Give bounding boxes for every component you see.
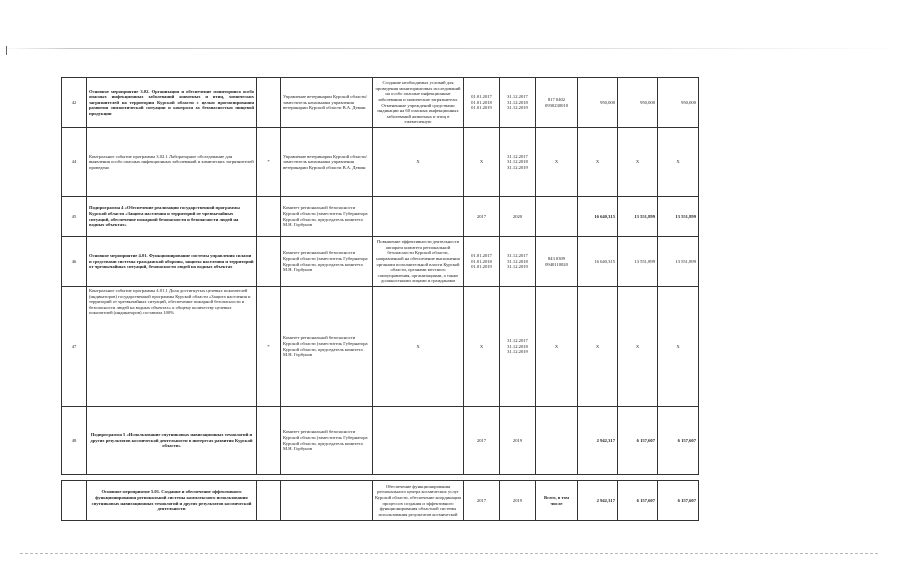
funding-2018: 6 157,607 — [618, 481, 658, 521]
control-event-mark — [257, 237, 281, 287]
start-date: 01.01.2017 01.01.2018 01.01.2019 — [464, 78, 500, 128]
funding-2017: 2 942,317 — [578, 481, 618, 521]
expected-result — [373, 197, 464, 237]
funding-2017: 16 640,315 — [578, 237, 618, 287]
activity-name: Контрольное событие программы 4.01.1 Доля достигнутых целевых показателей (индикаторов) государственной программы Курской области «Защита населения и территорий от чрезвычайных ситуаций, обеспечение пожарной безопасности и безопасности людей на водных объектах» к общему количеству целевых показателей (индикаторов) составила 100% — [87, 287, 257, 407]
margin-mark — [6, 46, 11, 55]
funding-2017: 2 942,317 — [578, 407, 618, 475]
funding-2019: 950,000 — [658, 78, 699, 128]
row-number — [62, 481, 87, 521]
start-date: 2017 — [464, 197, 500, 237]
end-date: 31.12.2017 31.12.2018 31.12.2019 — [500, 237, 536, 287]
row-number: 42 — [62, 78, 87, 128]
responsible-executor — [281, 481, 373, 521]
scan-bottom-edge — [20, 553, 880, 554]
responsible-executor: Комитет региональной безопасности Курской области (заместитель Губернатора Курской области, председатель комитета М.Н. Горбунов — [281, 287, 373, 407]
expected-result: Обеспечение функционирования регионального центра космических услуг Курской области, обеспечение координации процессов создания и эффективного функционирования областной системы использования результатов космической — [373, 481, 464, 521]
control-event-mark — [257, 407, 281, 475]
end-date: 31.12.2017 31.12.2018 31.12.2019 — [500, 78, 536, 128]
responsible-executor: Комитет региональной безопасности Курской области (заместитель Губернатора Курской области, председатель комитета М.Н. Горбунов — [281, 407, 373, 475]
funding-2019: 6 157,607 — [658, 407, 699, 475]
funding-2019: 6 157,607 — [658, 481, 699, 521]
activity-name: Основное мероприятие 5.01. Создание и обеспечение эффективного функционирования региональной системы комплексного использования спутниковых навигационных технологий и других результатов космической деятельности — [87, 481, 257, 521]
start-date: 2017 — [464, 481, 500, 521]
table-row — [62, 128, 699, 197]
end-date: 31.12.2017 31.12.2018 31.12.2019 — [500, 287, 536, 407]
funding-2019: 13 551,899 — [658, 197, 699, 237]
funding-2017: X — [578, 287, 618, 407]
funding-2018: X — [618, 287, 658, 407]
funding-2018: 13 551,899 — [618, 237, 658, 287]
control-event-mark — [257, 78, 281, 128]
control-event-mark — [257, 481, 281, 521]
funding-2018: 6 157,607 — [618, 407, 658, 475]
end-date: 2019 — [500, 481, 536, 521]
funding-2019: X — [658, 128, 699, 197]
budget-code: 817 0402 0930230010 — [536, 78, 578, 128]
row-number: 44 — [62, 128, 87, 197]
control-event-mark — [257, 197, 281, 237]
table-row — [62, 481, 699, 521]
row-number: 45 — [62, 197, 87, 237]
funding-2017: 950,000 — [578, 78, 618, 128]
activity-name: Основное мероприятие 4.01. Функционирование системы управления силами и средствами системы гражданской обороны, защиты населения и территорий от чрезвычайных ситуаций, безопасности людей на водных объектах — [87, 237, 257, 287]
plan-table — [61, 77, 699, 521]
budget-code: X — [536, 287, 578, 407]
table-row — [62, 78, 699, 128]
budget-code — [536, 407, 578, 475]
budget-code: X — [536, 128, 578, 197]
funding-2019: 13 551,899 — [658, 237, 699, 287]
start-date: 2017 — [464, 407, 500, 475]
responsible-executor: Управление ветеринарии Курской области/заместитель начальника управления ветеринарии Курской области В.А. Демин — [281, 128, 373, 197]
activity-name: Основное мероприятие 3.02. Организация и обеспечение мониторинга особо опасных инфекционных заболеваний животных и птиц, химических загрязнителей на территории Курской области с целью прогнозирования развития эпизоотической ситуации и контроля за безопасностью пищевой продукции — [87, 78, 257, 128]
scan-top-edge — [0, 48, 905, 49]
responsible-executor: Управление ветеринарии Курской области/заместитель начальника управления ветеринарии Курской области В.А. Демин — [281, 78, 373, 128]
budget-code — [536, 197, 578, 237]
activity-name: Подпрограмма 5 «Использование спутниковых навигационных технологий и других результатов космической деятельности в интересах развития Курской области» — [87, 407, 257, 475]
funding-2018: X — [618, 128, 658, 197]
end-date: 31.12.2017 31.12.2018 31.12.2019 — [500, 128, 536, 197]
start-date: X — [464, 287, 500, 407]
expected-result — [373, 407, 464, 475]
end-date: 2019 — [500, 407, 536, 475]
row-number: 47 — [62, 287, 87, 407]
expected-result: Повышение эффективности деятельности аппарата комитета региональной безопасности Курской области, направленной на обеспечение выполнения органами исполнительной власти Курской области, органами местного самоуправления, организациями, а также должностными лицами и гражданами — [373, 237, 464, 287]
expected-result: Создание необходимых условий для проведения мониторинговых исследований на особо опасные инфекционные заболевания и химические загрязнители. Отмененные учреждений средствами индикации на 60 опасных инфекционных заболеваний животных и птиц в ежемесячную — [373, 78, 464, 128]
budget-code: Всего, в том числе — [536, 481, 578, 521]
start-date: X — [464, 128, 500, 197]
activity-name: Контрольное событие программы 3.02.1 Лабораторное обследование для выявления особо опасных инфекционных заболеваний и химических загрязнителей проведено — [87, 128, 257, 197]
control-event-mark: * — [257, 287, 281, 407]
table-row — [62, 407, 699, 475]
control-event-mark: * — [257, 128, 281, 197]
funding-2018: 950,000 — [618, 78, 658, 128]
row-number: 46 — [62, 237, 87, 287]
table-row — [62, 197, 699, 237]
table-row — [62, 237, 699, 287]
end-date: 2020 — [500, 197, 536, 237]
budget-code: 843 0309 0940110020 — [536, 237, 578, 287]
expected-result: X — [373, 287, 464, 407]
responsible-executor: Комитет региональной безопасности Курской области (заместитель Губернатора Курской области, председатель комитета М.Н. Горбунов — [281, 197, 373, 237]
funding-2019: X — [658, 287, 699, 407]
funding-2017: X — [578, 128, 618, 197]
table-row — [62, 287, 699, 407]
start-date: 01.01.2017 01.01.2018 01.01.2019 — [464, 237, 500, 287]
funding-2018: 13 551,899 — [618, 197, 658, 237]
row-number: 48 — [62, 407, 87, 475]
activity-name: Подпрограмма 4 «Обеспечение реализации государственной программы Курской области «Защита населения и территорий от чрезвычайных ситуаций, обеспечение пожарной безопасности и безопасности людей на водных объектах» — [87, 197, 257, 237]
responsible-executor: Комитет региональной безопасности Курской области (заместитель Губернатора Курской области, председатель комитета М.Н. Горбунов — [281, 237, 373, 287]
funding-2017: 16 640,315 — [578, 197, 618, 237]
expected-result: X — [373, 128, 464, 197]
